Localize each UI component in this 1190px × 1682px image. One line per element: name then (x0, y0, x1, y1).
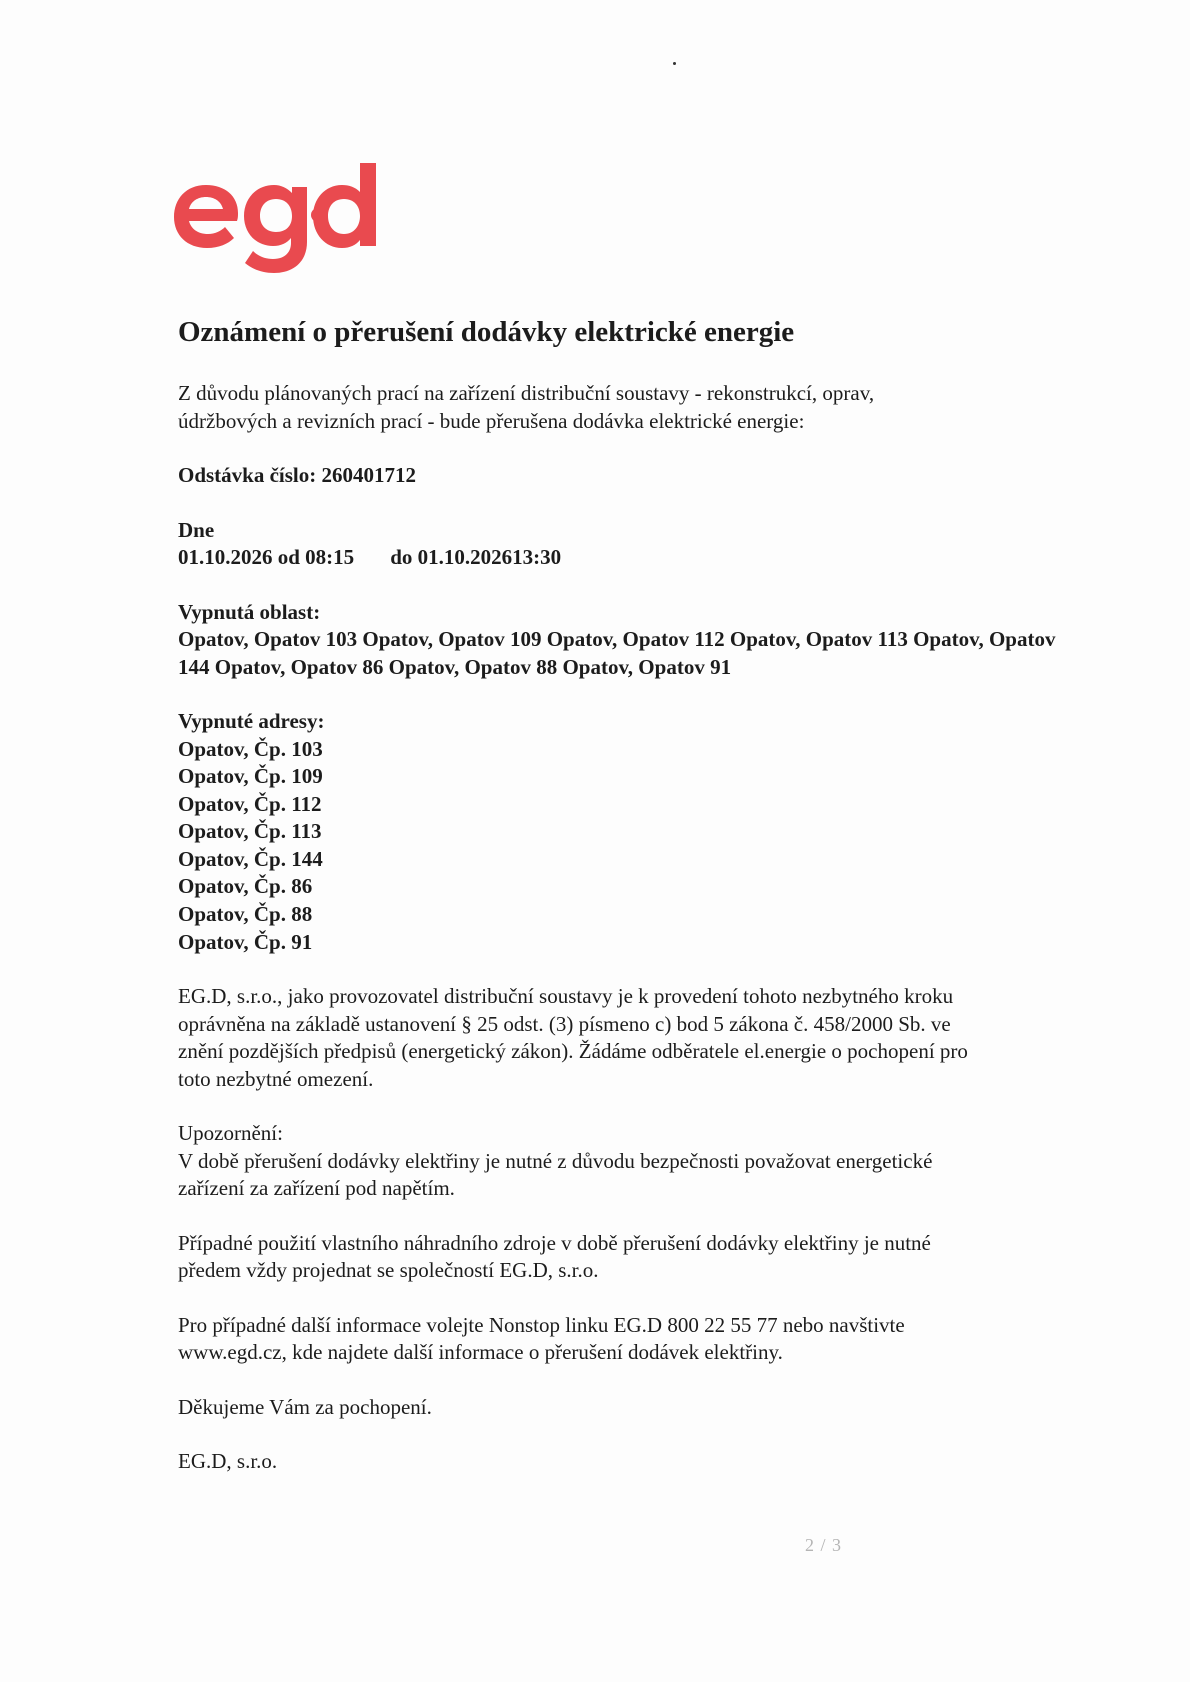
address-item: Opatov, Čp. 91 (178, 929, 313, 954)
egd-logo (170, 155, 380, 275)
document-body (178, 300, 1158, 1476)
address-item: Opatov, Čp. 109 (178, 764, 323, 789)
backup-line-1: Případné použití vlastního náhradního zdroje v době přerušení dodávky elektřiny je nutné (178, 1230, 931, 1255)
warning-line-2: zařízení za zařízení pod napětím. (178, 1176, 455, 1201)
date-range (178, 544, 1158, 572)
addresses-label: Vypnuté adresy: (178, 709, 325, 733)
legal-line-4: toto nezbytné omezení. (178, 1066, 374, 1091)
intro-line-1: Z důvodu plánovaných prací na zařízení distribuční soustavy - rekonstrukcí, oprav, (178, 381, 875, 405)
signature: EG.D, s.r.o. (178, 1449, 278, 1474)
legal-line-3: znění pozdějších předpisů (energetický zákon). Žádáme odběratele el.energie o pochopení pro (178, 1039, 968, 1064)
document-title: Oznámení o přerušení dodávky elektrické energie (178, 316, 795, 348)
address-item: Opatov, Čp. 103 (178, 736, 323, 761)
address-item: Opatov, Čp. 88 (178, 902, 313, 927)
legal-line-2: oprávněna na základě ustanovení § 25 odst. (3) písmeno c) bod 5 zákona č. 458/2000 Sb. ve (178, 1011, 951, 1036)
address-item: Opatov, Čp. 144 (178, 846, 323, 871)
date-from: 01.10.2026 od 08:15 (178, 545, 355, 569)
thanks-text: Děkujeme Vám za pochopení. (178, 1394, 432, 1419)
area-line-1: Opatov, Opatov 103 Opatov, Opatov 109 Opatov, Opatov 112 Opatov, Opatov 113 Opatov, Opatov (178, 627, 1056, 651)
area-line-2: 144 Opatov, Opatov 86 Opatov, Opatov 88 Opatov, Opatov 91 (178, 654, 732, 679)
outage-number: Odstávka číslo: 260401712 (178, 463, 417, 487)
address-item: Opatov, Čp. 112 (178, 791, 322, 816)
info-line-1: Pro případné další informace volejte Nonstop linku EG.D 800 22 55 77 nebo navštivte (178, 1312, 905, 1337)
warning-line-1: V době přerušení dodávky elektřiny je nutné z důvodu bezpečnosti považovat energetické (178, 1148, 933, 1173)
info-line-2: www.egd.cz, kde najdete další informace o přerušení dodávek elektřiny. (178, 1340, 783, 1365)
date-to: do 01.10.202613:30 (390, 545, 562, 569)
area-label: Vypnutá oblast: (178, 599, 321, 624)
warning-label: Upozornění: (178, 1121, 283, 1146)
scan-speck (673, 62, 676, 65)
address-item: Opatov, Čp. 86 (178, 874, 313, 899)
intro-line-2: údržbových a revizních prací - bude přerušena dodávka elektrické energie: (178, 408, 805, 433)
backup-line-2: předem vždy projednat se společností EG.D, s.r.o. (178, 1258, 599, 1283)
date-label: Dne (178, 517, 215, 542)
address-list (178, 736, 1158, 957)
address-item: Opatov, Čp. 113 (178, 819, 322, 844)
legal-line-1: EG.D, s.r.o., jako provozovatel distribuční soustavy je k provedení tohoto nezbytného kroku (178, 984, 954, 1009)
page-number: 2 / 3 (805, 1535, 843, 1555)
